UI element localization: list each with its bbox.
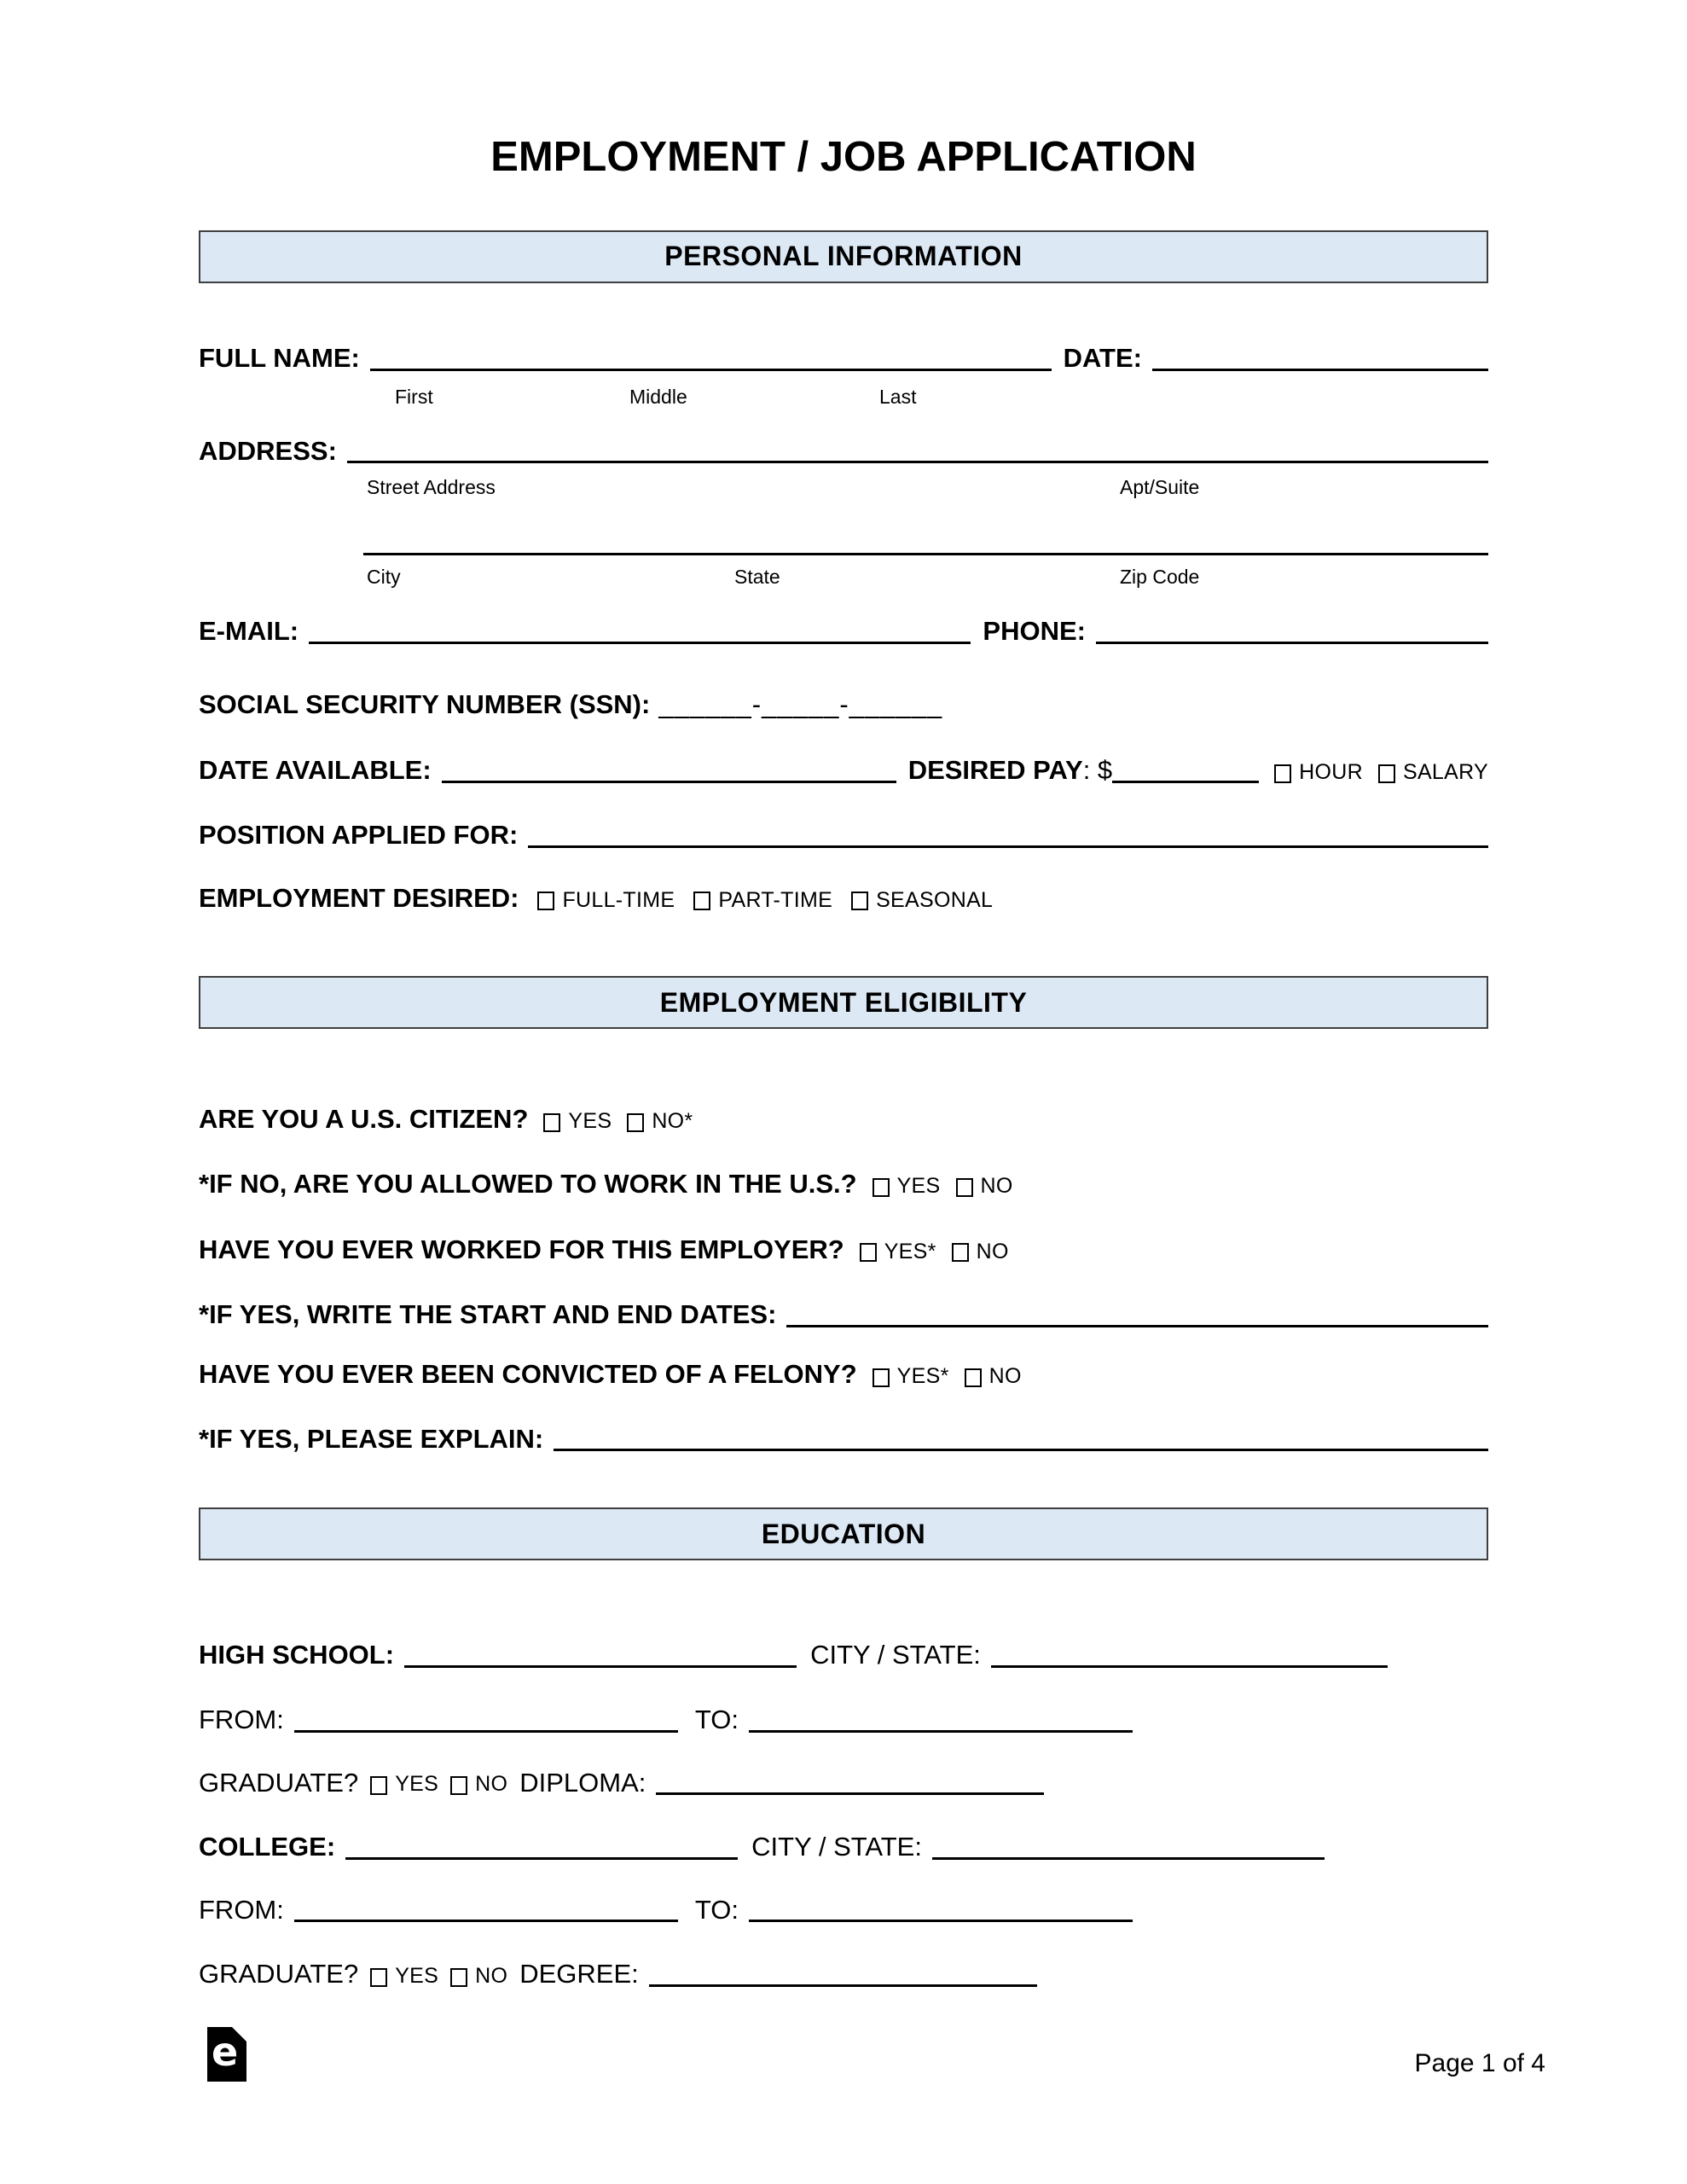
eforms-logo-icon [207, 2027, 246, 2082]
allowed-yes-label: YES [896, 1173, 941, 1198]
citizen-no-checkbox[interactable] [627, 1113, 644, 1132]
college-graduate-label: GRADUATE? [199, 1959, 359, 1989]
date-available-label: DATE AVAILABLE: [199, 755, 432, 786]
phone-input-line[interactable] [1096, 642, 1488, 644]
allowed-yes-checkbox[interactable] [872, 1178, 890, 1197]
section-header-personal-information [199, 230, 1488, 283]
hs-graduate-label: GRADUATE? [199, 1767, 359, 1798]
address-label: ADDRESS: [199, 435, 337, 466]
start-end-dates-label: *IF YES, WRITE THE START AND END DATES: [199, 1299, 777, 1330]
allowed-yes-option [872, 1174, 941, 1199]
citizen-no-option [627, 1109, 693, 1135]
full-time-checkbox[interactable] [537, 892, 554, 910]
city-sublabel: City [367, 566, 401, 589]
felony-no-option [965, 1364, 1022, 1390]
allowed-to-work-question-row [199, 1169, 1488, 1199]
hs-graduate-yes-checkbox[interactable] [370, 1776, 387, 1795]
allowed-to-work-question-label: *IF NO, ARE YOU ALLOWED TO WORK IN THE U.S.? [199, 1169, 857, 1199]
address-sublabels [199, 476, 1488, 498]
employment-desired-label: EMPLOYMENT DESIRED: [199, 882, 519, 913]
phone-label: PHONE: [983, 616, 1086, 647]
full-name-input-line[interactable] [370, 369, 1052, 371]
apt-suite-sublabel: Apt/Suite [1120, 476, 1200, 499]
street-address-input-line[interactable] [347, 461, 1488, 463]
page-number: Page 1 of 4 [1414, 2049, 1545, 2077]
college-graduate-no-checkbox[interactable] [450, 1968, 467, 1987]
hs-to-label: TO: [694, 1704, 739, 1734]
hour-checkbox-label: HOUR [1299, 760, 1363, 785]
email-phone-row [199, 616, 1488, 647]
hs-graduate-no-label: NO [475, 1772, 508, 1797]
part-time-checkbox[interactable] [693, 892, 710, 910]
citizen-yes-option [543, 1109, 612, 1135]
felony-explain-input-line[interactable] [554, 1449, 1488, 1451]
salary-checkbox[interactable] [1378, 764, 1395, 783]
date-available-desired-pay-row [199, 755, 1488, 786]
page-title: EMPLOYMENT / JOB APPLICATION [490, 134, 1197, 180]
section-header-label: EDUCATION [761, 1518, 926, 1549]
hs-graduate-yes-label: YES [395, 1772, 439, 1797]
degree-label: DEGREE: [519, 1959, 639, 1989]
state-sublabel: State [734, 566, 780, 589]
college-graduate-no-option [450, 1964, 507, 1989]
citizen-yes-checkbox[interactable] [543, 1113, 560, 1132]
desired-pay-label: DESIRED PAY [907, 755, 1083, 786]
hs-graduate-no-option [450, 1772, 507, 1798]
college-graduate-row [199, 1959, 1488, 1989]
allowed-no-label: NO [980, 1173, 1013, 1198]
email-label: E-MAIL: [199, 616, 299, 647]
college-row [199, 1832, 1488, 1862]
degree-input-line[interactable] [649, 1984, 1037, 1987]
salary-checkbox-label: SALARY [1402, 760, 1488, 785]
felony-yes-checkbox[interactable] [872, 1368, 890, 1387]
college-city-state-input-line[interactable] [932, 1857, 1325, 1860]
felony-question-row [199, 1359, 1488, 1390]
name-sublabels [199, 386, 1488, 408]
worked-yes-label: YES* [884, 1239, 936, 1263]
worked-yes-checkbox[interactable] [860, 1243, 877, 1262]
email-input-line[interactable] [309, 642, 971, 644]
city-state-zip-input-line[interactable] [363, 553, 1488, 555]
college-graduate-no-label: NO [475, 1964, 508, 1989]
full-time-checkbox-label: FULL-TIME [562, 887, 675, 912]
high-school-label: HIGH SCHOOL: [199, 1640, 395, 1670]
worked-no-checkbox[interactable] [952, 1243, 969, 1262]
hs-graduate-yes-option [370, 1772, 438, 1798]
ssn-input-blanks[interactable]: ______-_____-______ [658, 688, 943, 719]
college-city-state-label: CITY / STATE: [751, 1832, 922, 1862]
position-applied-input-line[interactable] [528, 845, 1488, 848]
desired-pay-dollar: : $ [1082, 755, 1113, 786]
diploma-input-line[interactable] [656, 1792, 1044, 1795]
worked-yes-option [860, 1240, 936, 1265]
high-school-from-to-row [199, 1705, 1488, 1735]
address-row [199, 436, 1488, 467]
college-from-input-line[interactable] [294, 1920, 678, 1922]
employment-desired-row [199, 883, 1488, 914]
citizen-question-row [199, 1104, 1488, 1135]
last-sublabel: Last [879, 385, 917, 408]
college-graduate-yes-option [370, 1964, 438, 1989]
eforms-logo-letter: e [212, 2029, 239, 2075]
city-state-zip-sublabels [199, 566, 1488, 588]
position-applied-label: POSITION APPLIED FOR: [199, 820, 519, 851]
hs-from-label: FROM: [199, 1704, 284, 1734]
hour-checkbox[interactable] [1274, 764, 1291, 783]
felony-explain-row [199, 1424, 1488, 1455]
high-school-input-line[interactable] [404, 1665, 797, 1668]
college-input-line[interactable] [345, 1857, 738, 1860]
high-school-row [199, 1640, 1488, 1670]
felony-yes-label: YES* [896, 1363, 949, 1388]
date-available-input-line[interactable] [442, 781, 896, 783]
seasonal-option [851, 888, 993, 914]
high-school-graduate-row [199, 1768, 1488, 1798]
ssn-row [199, 689, 1488, 720]
ssn-label: SOCIAL SECURITY NUMBER (SSN): [199, 688, 651, 719]
date-input-line[interactable] [1152, 369, 1488, 371]
worked-no-option [952, 1240, 1009, 1265]
hs-from-input-line[interactable] [294, 1730, 678, 1733]
salary-option [1378, 760, 1488, 786]
full-name-row [199, 343, 1488, 374]
felony-yes-option [872, 1364, 949, 1390]
start-end-dates-row [199, 1299, 1488, 1330]
worked-for-employer-question-row [199, 1234, 1488, 1265]
college-from-to-row [199, 1895, 1488, 1926]
hs-city-state-input-line[interactable] [991, 1665, 1388, 1668]
hs-to-input-line[interactable] [749, 1730, 1133, 1733]
zip-code-sublabel: Zip Code [1120, 566, 1200, 589]
worked-no-label: NO [976, 1239, 1009, 1263]
citizen-question-label: ARE YOU A U.S. CITIZEN? [199, 1104, 529, 1135]
worked-for-employer-question-label: HAVE YOU EVER WORKED FOR THIS EMPLOYER? [199, 1234, 844, 1264]
college-to-input-line[interactable] [749, 1920, 1133, 1922]
desired-pay-input-line[interactable] [1112, 781, 1259, 783]
position-applied-row [199, 820, 1488, 851]
hs-graduate-no-checkbox[interactable] [450, 1776, 467, 1795]
seasonal-checkbox[interactable] [851, 892, 868, 910]
allowed-no-checkbox[interactable] [956, 1178, 973, 1197]
date-label: DATE: [1063, 342, 1142, 373]
full-time-option [537, 888, 675, 914]
section-header-education [199, 1507, 1488, 1560]
street-address-sublabel: Street Address [367, 476, 496, 499]
college-to-label: TO: [694, 1894, 739, 1925]
college-graduate-yes-label: YES [395, 1964, 439, 1989]
seasonal-checkbox-label: SEASONAL [876, 887, 994, 912]
citizen-no-label: NO* [652, 1109, 693, 1134]
part-time-checkbox-label: PART-TIME [718, 887, 833, 912]
page-content [199, 135, 1488, 1989]
allowed-no-option [956, 1174, 1013, 1199]
citizen-yes-label: YES [568, 1109, 612, 1134]
hour-option [1274, 760, 1363, 786]
felony-no-checkbox[interactable] [965, 1368, 982, 1387]
felony-explain-label: *IF YES, PLEASE EXPLAIN: [199, 1423, 544, 1454]
felony-no-label: NO [988, 1363, 1022, 1388]
section-header-label: EMPLOYMENT ELIGIBILITY [659, 986, 1028, 1018]
section-header-label: PERSONAL INFORMATION [664, 241, 1023, 272]
college-label: COLLEGE: [199, 1832, 336, 1862]
section-header-employment-eligibility [199, 976, 1488, 1029]
start-end-dates-input-line[interactable] [786, 1325, 1488, 1327]
full-name-label: FULL NAME: [199, 342, 360, 373]
first-sublabel: First [395, 385, 433, 408]
college-from-label: FROM: [199, 1894, 284, 1925]
college-graduate-yes-checkbox[interactable] [370, 1968, 387, 1987]
middle-sublabel: Middle [629, 385, 687, 408]
diploma-label: DIPLOMA: [519, 1767, 646, 1798]
hs-city-state-label: CITY / STATE: [810, 1640, 981, 1670]
part-time-option [693, 888, 832, 914]
felony-question-label: HAVE YOU EVER BEEN CONVICTED OF A FELONY? [199, 1358, 857, 1389]
